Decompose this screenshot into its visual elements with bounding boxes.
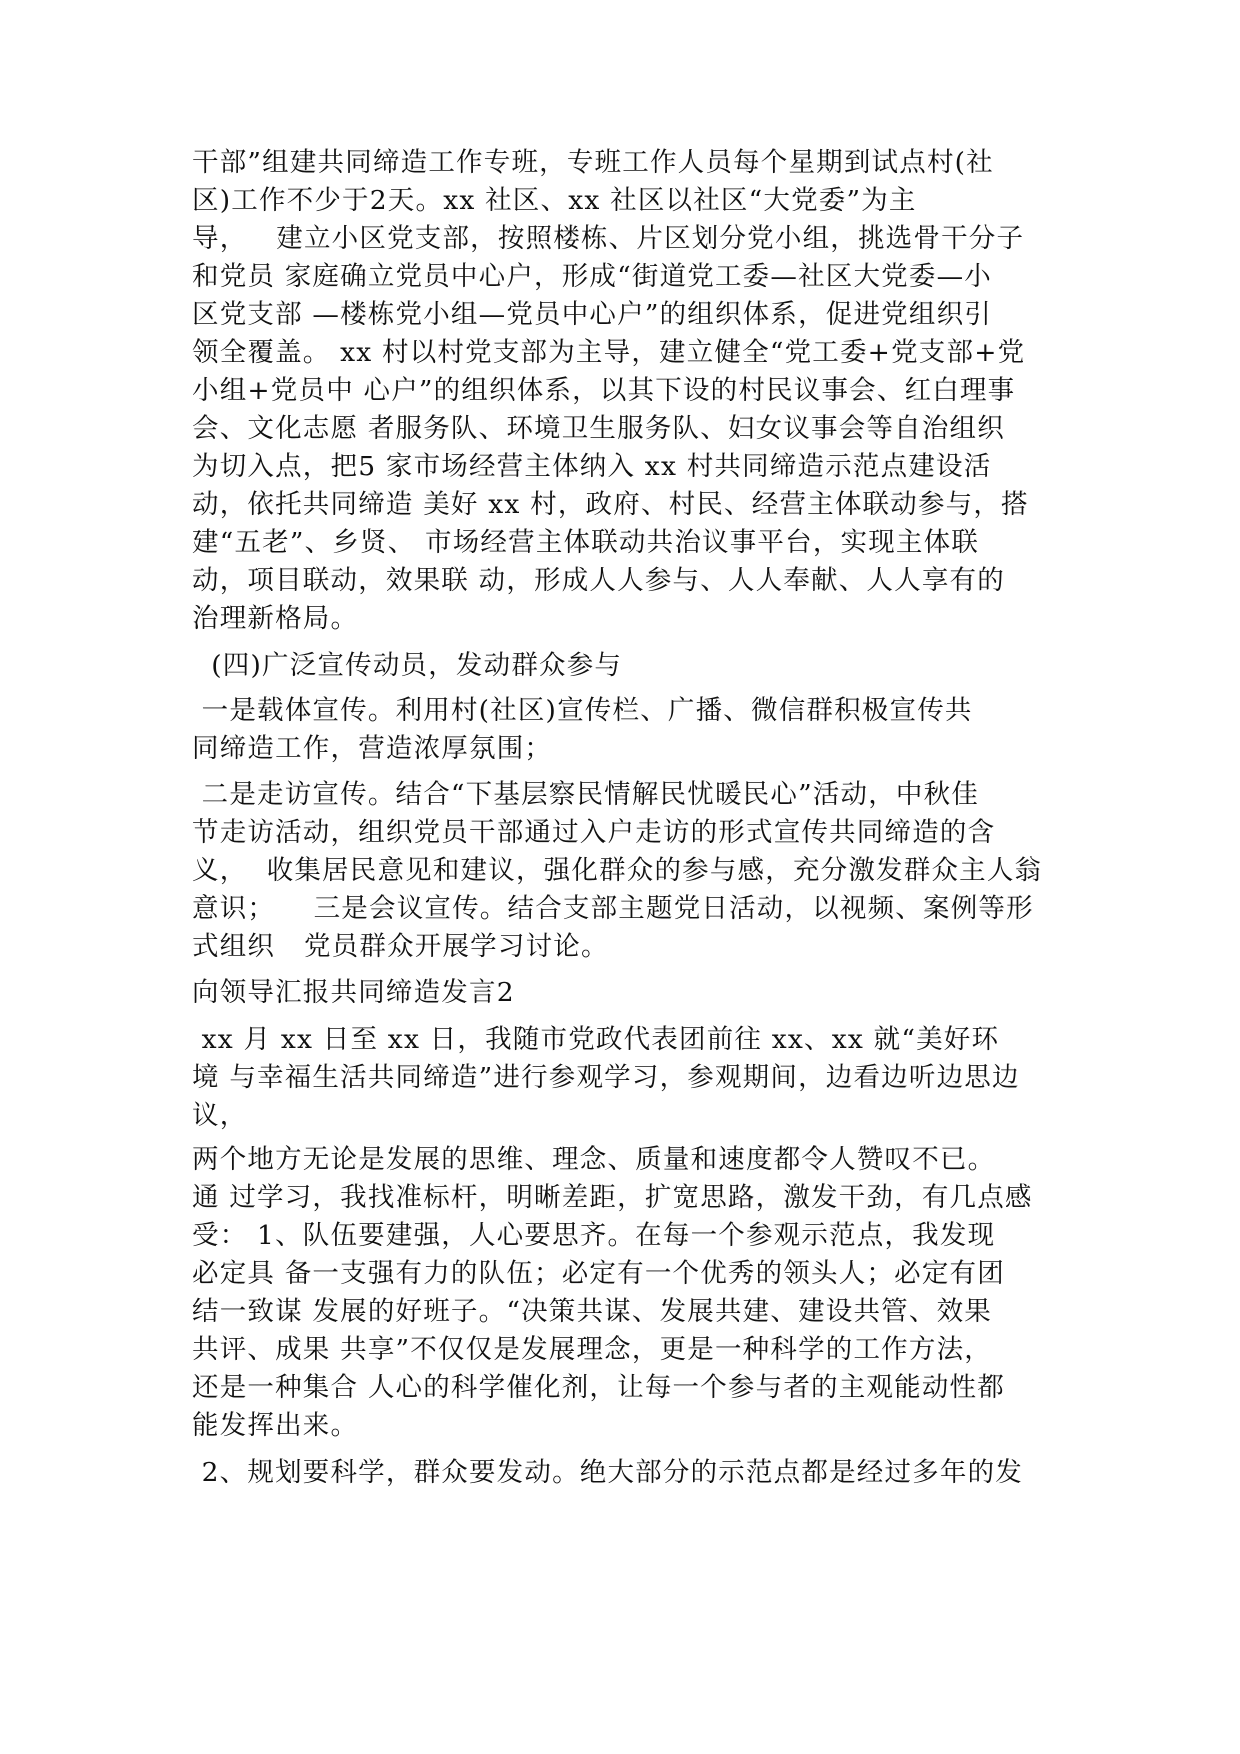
text-line: 受： 1、队伍要建强，人心要思齐。在每一个参观示范点，我发现 bbox=[192, 1220, 996, 1251]
text-line: 共评、成果 共享”不仅仅是发展理念，更是一种科学的工作方法， bbox=[192, 1334, 992, 1365]
text-line: 动，依托共同缔造 美好 xx 村，政府、村民、经营主体联动参与，搭 bbox=[192, 489, 1029, 520]
text-line: 导， 建立小区党支部，按照楼栋、片区划分党小组，挑选骨干分子 bbox=[192, 223, 1025, 254]
text-line: 会、文化志愿 者服务队、环境卫生服务队、妇女议事会等自治组织 bbox=[192, 413, 1005, 444]
text-line: 和党员 家庭确立党员中心户，形成“街道党工委—社区大党委—小 bbox=[192, 261, 992, 292]
text-line: 义， 收集居民意见和建议，强化群众的参与感，充分激发群众主人翁 bbox=[192, 855, 1043, 886]
text-line: 一是载体宣传。利用村(社区)宣传栏、广播、微信群积极宣传共 bbox=[192, 695, 973, 726]
text-line: 意识； 三是会议宣传。结合支部主题党日活动，以视频、案例等形 bbox=[192, 893, 1034, 924]
text-line: 动，项目联动，效果联 动，形成人人参与、人人奉献、人人享有的 bbox=[192, 565, 1005, 596]
text-line: 干部”组建共同缔造工作专班，专班工作人员每个星期到试点村(社 bbox=[192, 147, 994, 178]
text-line: 结一致谋 发展的好班子。“决策共谋、发展共建、建设共管、效果 bbox=[192, 1296, 992, 1327]
text-line: 小组+党员中 心户”的组织体系，以其下设的村民议事会、红白理事 bbox=[192, 375, 1016, 406]
text-line: 议， bbox=[192, 1100, 248, 1131]
text-line: 区)工作不少于2天。xx 社区、xx 社区以社区“大党委”为主 bbox=[192, 185, 917, 216]
text-line: 2、规划要科学，群众要发动。绝大部分的示范点都是经过多年的发 bbox=[192, 1457, 1023, 1488]
text-line: 两个地方无论是发展的思维、理念、质量和速度都令人赞叹不已。 bbox=[192, 1144, 996, 1175]
text-line: 领全覆盖。 xx 村以村党支部为主导，建立健全“党工委+党支部+党 bbox=[192, 337, 1026, 368]
text-line: 同缔造工作，营造浓厚氛围； bbox=[192, 733, 553, 764]
document-heading: 向领导汇报共同缔造发言2 bbox=[192, 977, 515, 1008]
text-line: 为切入点，把5 家市场经营主体纳入 xx 村共同缔造示范点建设活 bbox=[192, 451, 992, 482]
text-line: 节走访活动，组织党员干部通过入户走访的形式宣传共同缔造的含 bbox=[192, 817, 996, 848]
text-line: 还是一种集合 人心的科学催化剂，让每一个参与者的主观能动性都 bbox=[192, 1372, 1005, 1403]
text-line: 必定具 备一支强有力的队伍；必定有一个优秀的领头人；必定有团 bbox=[192, 1258, 1005, 1289]
section-heading: (四)广泛宣传动员，发动群众参与 bbox=[192, 650, 623, 681]
text-line: 境 与幸福生活共同缔造”进行参观学习，参观期间，边看边听边思边 bbox=[192, 1062, 1020, 1093]
text-line: 区党支部 —楼栋党小组—党员中心户”的组织体系，促进党组织引 bbox=[192, 299, 992, 330]
text-line: 建“五老”、乡贤、 市场经营主体联动共治议事平台，实现主体联 bbox=[192, 527, 980, 558]
text-line: 式组织 党员群众开展学习讨论。 bbox=[192, 931, 609, 962]
text-line: 治理新格局。 bbox=[192, 603, 359, 634]
text-line: 通 过学习，我找准标杆，明晰差距，扩宽思路，激发干劲，有几点感 bbox=[192, 1182, 1033, 1213]
text-line: 能发挥出来。 bbox=[192, 1410, 359, 1441]
text-line: xx 月 xx 日至 xx 日，我随市党政代表团前往 xx、xx 就“美好环 bbox=[192, 1024, 1000, 1055]
text-line: 二是走访宣传。结合“下基层察民情解民忧暖民心”活动，中秋佳 bbox=[192, 779, 980, 810]
